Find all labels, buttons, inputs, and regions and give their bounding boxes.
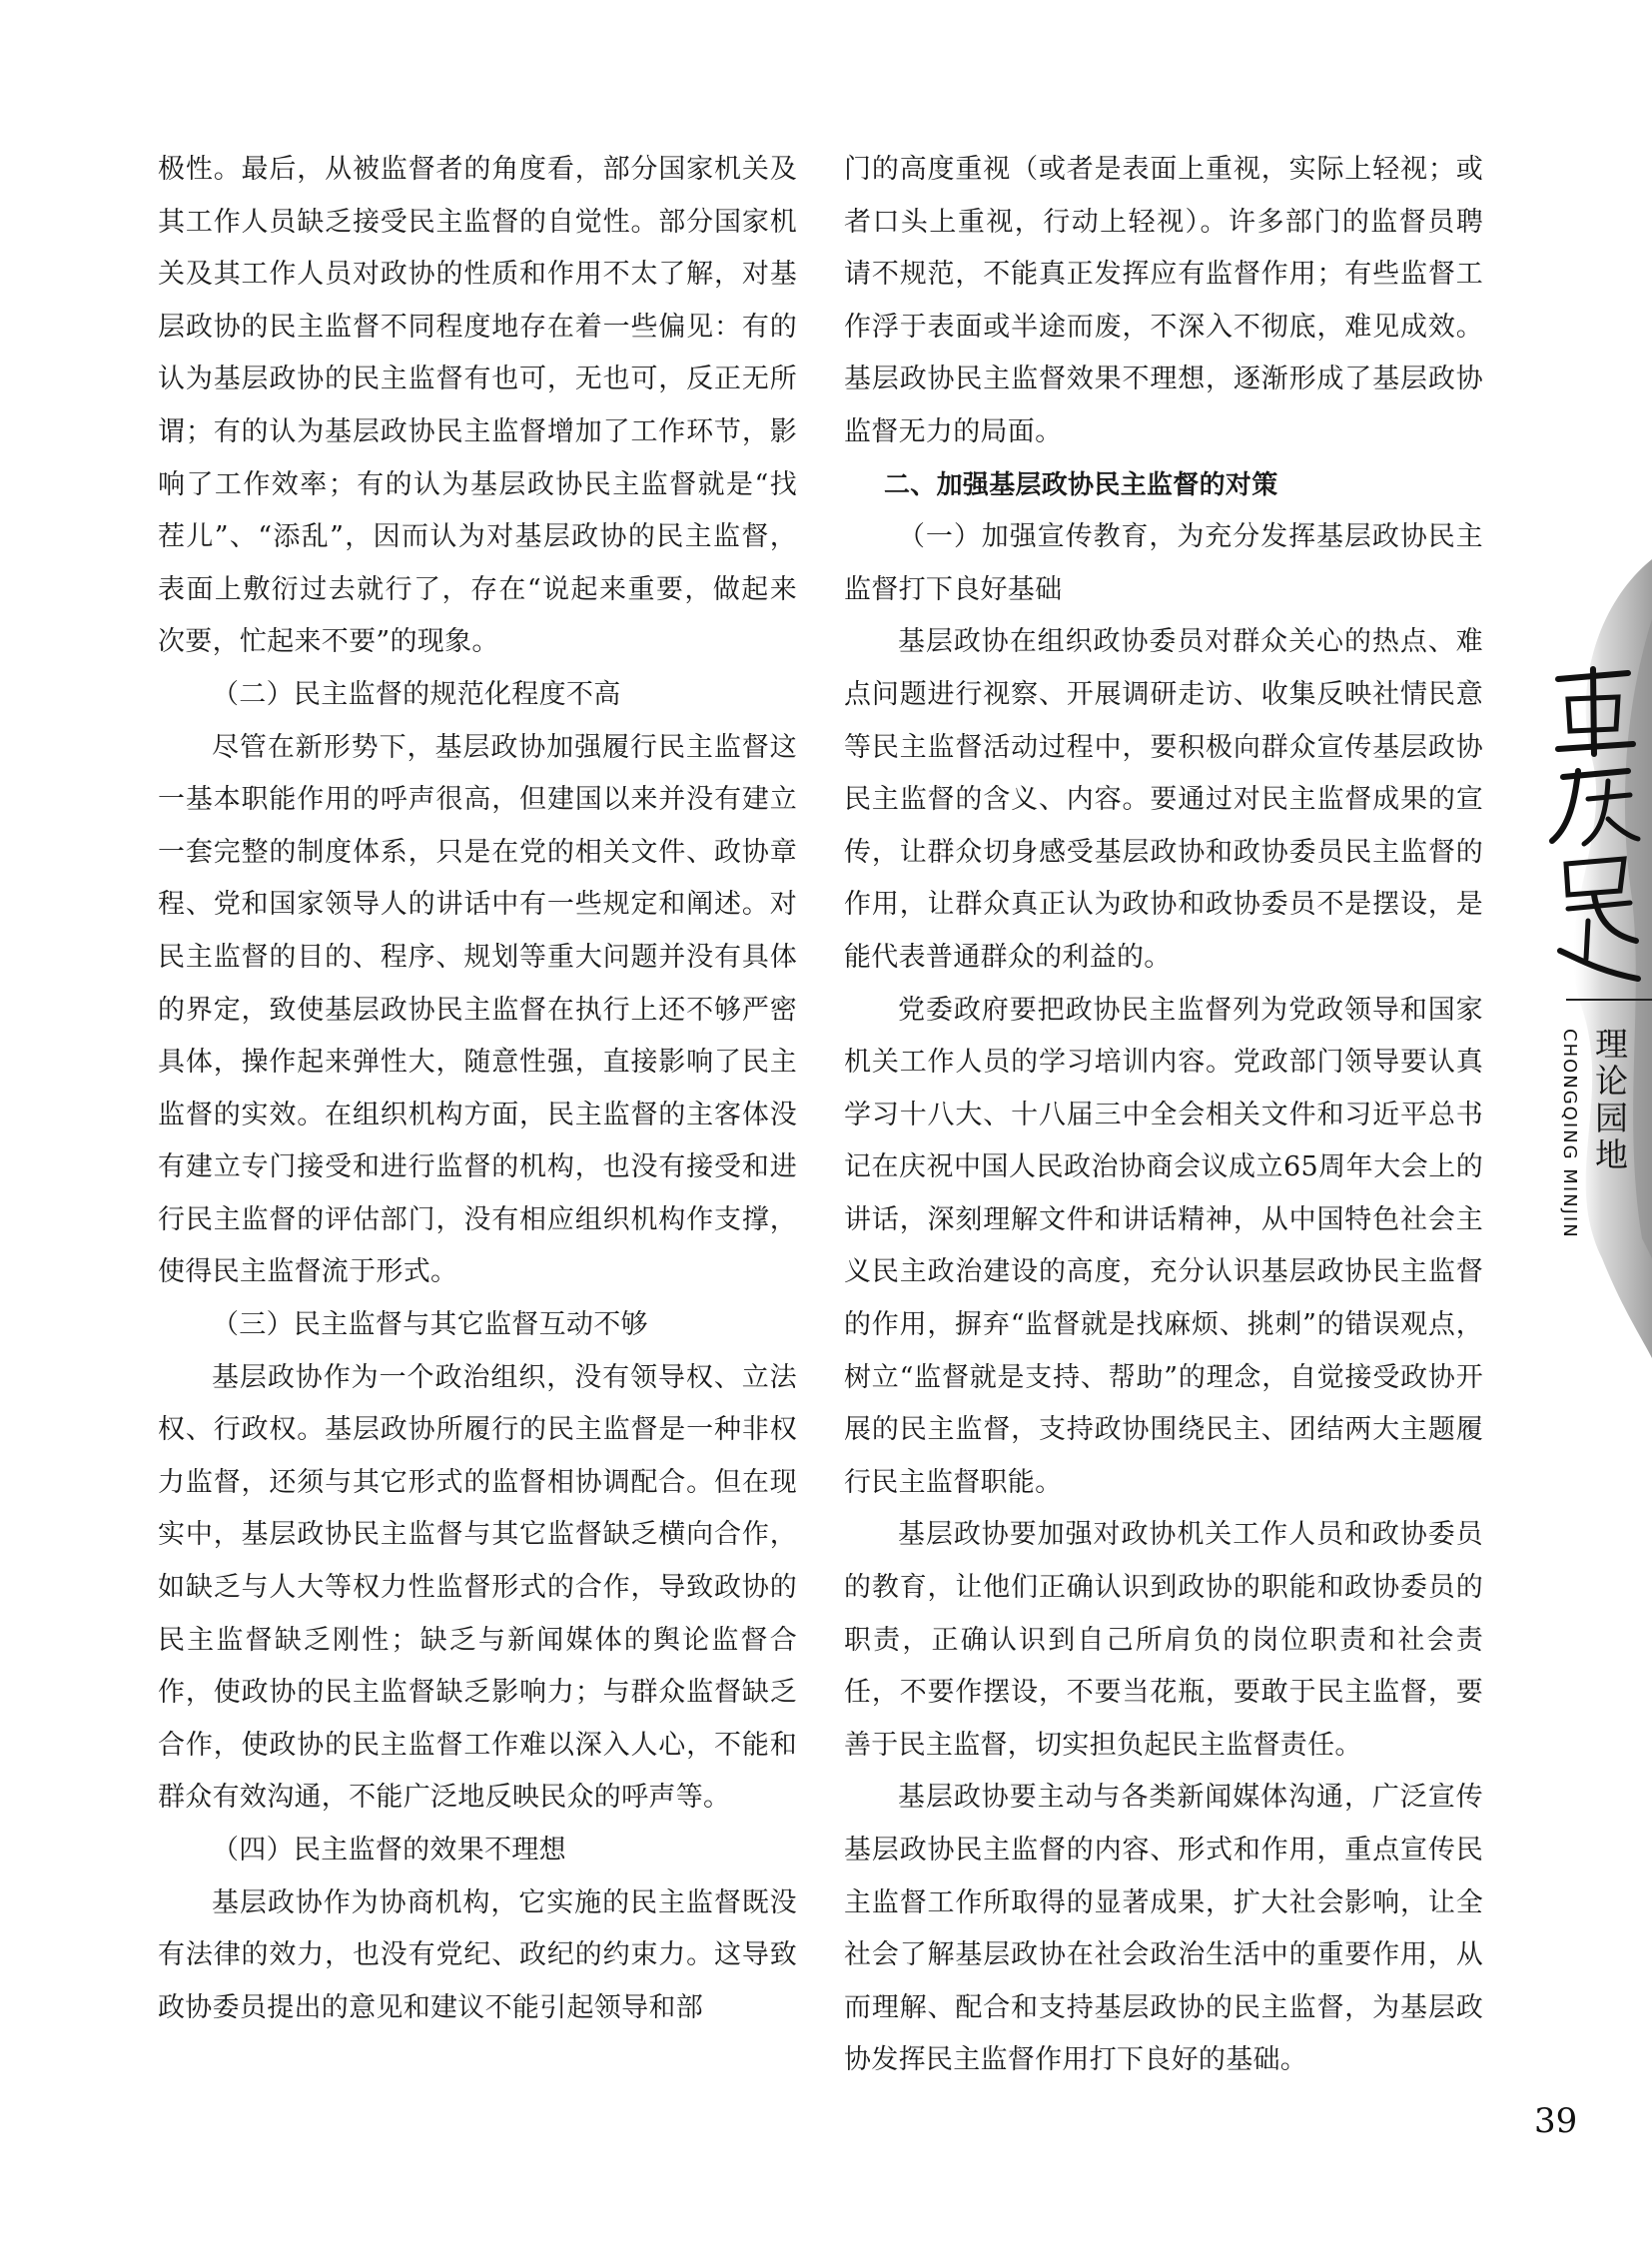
paragraph: 党委政府要把政协民主监督列为党政领导和国家机关工作人员的学习培训内容。党政部门领导要认真学习十八大、十八届三中全会相关文件和习近平总书记在庆祝中国人民政治协商会议成立65周年大会上的讲话，深刻理解文件和讲话精神，从中国特色社会主义民主政治建设的高度，充分认识基层政协民主监督的作用，摒弃“监督就是找麻烦、挑刺”的错误观点，树立“监督就是支持、帮助”的理念，自觉接受政协开展的民主监督，支持政协围绕民主、团结两大主题履行民主监督职能。 bbox=[844, 994, 1483, 1498]
left-column bbox=[158, 144, 797, 2034]
brand-text bbox=[1538, 659, 1648, 999]
subheading: （一）加强宣传教育，为充分发挥基层政协民主监督打下良好基础 bbox=[844, 521, 1483, 605]
brand-pinyin-wrap bbox=[1558, 1029, 1582, 1258]
brand-divider bbox=[1566, 999, 1652, 1001]
paragraph: 尽管在新形势下，基层政协加强履行民主监督这一基本职能作用的呼声很高，但建国以来并没有建立一套完整的制度体系，只是在党的相关文件、政协章程、党和国家领导人的讲话中有一些规定和阐述。对民主监督的目的、程序、规划等重大问题并没有具体的界定，致使基层政协民主监督在执行上还不够严密具体，操作起来弹性大，随意性强，直接影响了民主监督的实效。在组织机构方面，民主监督的主客体没有建立专门接受和进行监督的机构，也没有接受和进行民主监督的评估部门，没有相应组织机构作支撑，使得民主监督流于形式。 bbox=[158, 731, 797, 1288]
paragraph: 基层政协要加强对政协机关工作人员和政协委员的教育，让他们正确认识到政协的职能和政协委员的职责，正确认识到自己所肩负的岗位职责和社会责任，不要作摆设，不要当花瓶，要敢于民主监督，要善于民主监督，切实担负起民主监督责任。 bbox=[844, 1519, 1483, 1761]
paragraph: 基层政协作为一个政治组织，没有领导权、立法权、行政权。基层政协所履行的民主监督是一种非权力监督，还须与其它形式的监督相协调配合。但在现实中，基层政协民主监督与其它监督缺乏横向合作，如缺乏与人大等权力性监督形式的合作，导致政协的民主监督缺乏刚性；缺乏与新闻媒体的舆论监督合作，使政协的民主监督缺乏影响力；与群众监督缺乏合作，使政协的民主监督工作难以深入人心，不能和群众有效沟通，不能广泛地反映民众的呼声等。 bbox=[158, 1361, 797, 1814]
paragraph: 基层政协要主动与各类新闻媒体沟通，广泛宣传基层政协民主监督的内容、形式和作用，重点宣传民主监督工作所取得的显著成果，扩大社会影响，让全社会了解基层政协在社会政治生活中的重要作用，从而理解、配合和支持基层政协的民主监督，为基层政协发挥民主监督作用打下良好的基础。 bbox=[844, 1782, 1483, 2076]
paragraph: 基层政协在组织政协委员对群众关心的热点、难点问题进行视察、开展调研走访、收集反映社情民意等民主监督活动过程中，要积极向群众宣传基层政协民主监督的含义、内容。要通过对民主监督成果的宣传，让群众切身感受基层政协和政协委员民主监督的作用，让群众真正认为政协和政协委员不是摆设，是能代表普通群众的利益的。 bbox=[844, 626, 1483, 973]
section-label: 理论园地 bbox=[1590, 1027, 1629, 1174]
page-number: 39 bbox=[1534, 2101, 1578, 2141]
subheading: （四）民主监督的效果不理想 bbox=[212, 1835, 566, 1866]
paragraph: 基层政协作为协商机构，它实施的民主监督既没有法律的效力，也没有党纪、政纪的约束力。这导致政协委员提出的意见和建议不能引起领导和部 bbox=[158, 1886, 797, 2023]
paragraph: 门的高度重视（或者是表面上重视，实际上轻视；或者口头上重视，行动上轻视）。许多部门的监督员聘请不规范，不能真正发挥应有监督作用；有些监督工作浮于表面或半途而废，不深入不彻底，难见成效。基层政协民主监督效果不理想，逐渐形成了基层政协监督无力的局面。 bbox=[844, 154, 1483, 447]
paragraph: 极性。最后，从被监督者的角度看，部分国家机关及其工作人员缺乏接受民主监督的自觉性。部分国家机关及其工作人员对政协的性质和作用不太了解，对基层政协的民主监督不同程度地存在着一些偏见：有的认为基层政协的民主监督有也可，无也可，反正无所谓；有的认为基层政协民主监督增加了工作环节，影响了工作效率；有的认为基层政协民主监督就是“找茬儿”、“添乱”，因而认为对基层政协的民主监督，表面上敷衍过去就行了，存在“说起来重要，做起来次要，忙起来不要”的现象。 bbox=[158, 154, 797, 658]
section-heading: 二、加强基层政协民主监督的对策 bbox=[884, 469, 1278, 500]
subheading: （三）民主监督与其它监督互动不够 bbox=[212, 1309, 648, 1341]
subheading: （二）民主监督的规范化程度不高 bbox=[212, 678, 621, 710]
brand-pinyin: CHONGQING MINJIN bbox=[1559, 1029, 1580, 1239]
right-column bbox=[844, 144, 1483, 2087]
